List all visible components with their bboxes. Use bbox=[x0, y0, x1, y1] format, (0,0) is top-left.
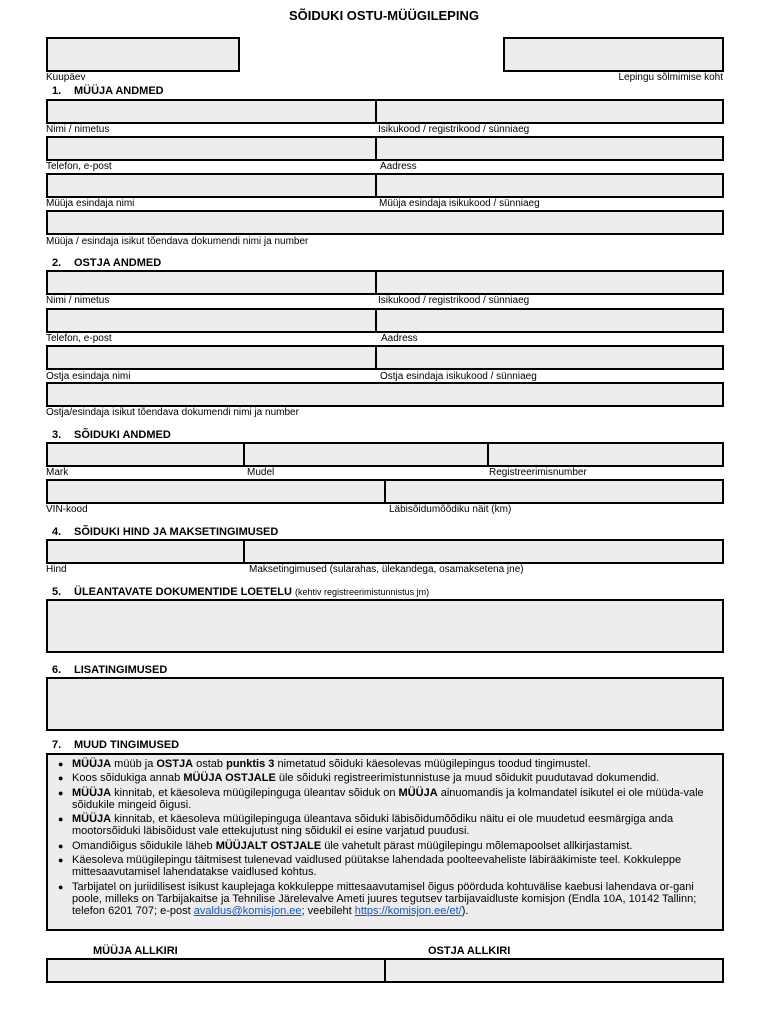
buyer-id-document-label: Ostja/esindaja isikut tõendava dokumendi nimi ja number bbox=[46, 407, 299, 418]
section-number: 3. bbox=[52, 429, 62, 441]
vehicle-model-field[interactable] bbox=[243, 442, 489, 467]
date-label: Kuupäev bbox=[46, 72, 86, 83]
payment-terms-label: Maksetingimused (sularahas, ülekandega, osamaksetena jne) bbox=[249, 564, 524, 575]
buyer-address-label: Aadress bbox=[381, 333, 418, 344]
odometer-label: Läbisõidumõõdiku näit (km) bbox=[389, 504, 512, 515]
section-number: 5. bbox=[52, 586, 62, 598]
seller-id-label: Isikukood / registrikood / sünniaeg bbox=[378, 124, 530, 135]
section-hint: (kehtiv registreerimistunnistus jm) bbox=[295, 587, 430, 597]
section-title: OSTJA ANDMED bbox=[74, 257, 162, 269]
buyer-rep-name-field[interactable] bbox=[46, 345, 377, 370]
email-link[interactable]: avaldus@komisjon.ee bbox=[193, 905, 302, 918]
section-number: 2. bbox=[52, 257, 62, 269]
seller-phone-field[interactable] bbox=[46, 136, 377, 161]
term-item: ● Koos sõidukiga annab MÜÜJA OSTJALE üle sõiduki registreerimistunnistuse ja muud sõidukit puudutavad dokumendid. bbox=[58, 772, 714, 784]
vin-label: VIN-kood bbox=[46, 504, 88, 515]
seller-phone-label: Telefon, e-post bbox=[46, 161, 112, 172]
section-2-heading bbox=[52, 257, 161, 269]
seller-rep-id-label: Müüja esindaja isikukood / sünniaeg bbox=[379, 198, 540, 209]
section-number: 7. bbox=[52, 739, 62, 751]
seller-rep-name-label: Müüja esindaja nimi bbox=[46, 198, 135, 209]
seller-address-field[interactable] bbox=[375, 136, 724, 161]
buyer-rep-id-field[interactable] bbox=[375, 345, 724, 370]
buyer-rep-id-label: Ostja esindaja isikukood / sünniaeg bbox=[380, 371, 537, 382]
seller-rep-name-field[interactable] bbox=[46, 173, 377, 198]
term-item: ● Omandiõigus sõidukile läheb MÜÜJALT OSTJALE üle vahetult pärast müügilepingu mõlemapoolset allkirjastamist. bbox=[58, 840, 714, 852]
buyer-signature-label: OSTJA ALLKIRI bbox=[428, 945, 511, 957]
section-number: 6. bbox=[52, 664, 62, 676]
buyer-name-label: Nimi / nimetus bbox=[46, 295, 110, 306]
vehicle-model-label: Mudel bbox=[247, 467, 275, 478]
buyer-phone-label: Telefon, e-post bbox=[46, 333, 112, 344]
seller-signature-label: MÜÜJA ALLKIRI bbox=[93, 945, 178, 957]
section-5-heading bbox=[52, 586, 429, 598]
additional-terms-field[interactable] bbox=[46, 677, 724, 731]
website-link[interactable]: https://komisjon.ee/et/ bbox=[354, 905, 462, 918]
seller-id-field[interactable] bbox=[375, 99, 724, 124]
vehicle-make-label: Mark bbox=[46, 467, 69, 478]
section-1-heading bbox=[52, 85, 164, 97]
section-3-heading bbox=[52, 429, 171, 441]
seller-name-label: Nimi / nimetus bbox=[46, 124, 110, 135]
vehicle-reg-label: Registreerimisnumber bbox=[489, 467, 587, 478]
section-title: MÜÜJA ANDMED bbox=[74, 85, 164, 97]
seller-name-field[interactable] bbox=[46, 99, 377, 124]
seller-rep-id-field[interactable] bbox=[375, 173, 724, 198]
vehicle-make-field[interactable] bbox=[46, 442, 245, 467]
term-item: ● MÜÜJA kinnitab, et käesoleva müügilepinguga üleantav sõiduk on MÜÜJA ainuomandis ja kolmandatel isikutel ei ole müüda-vale sõidukile mingeid õigusi. bbox=[58, 787, 714, 812]
section-number: 1. bbox=[52, 85, 62, 97]
odometer-field[interactable] bbox=[384, 479, 724, 504]
term-item: ● MÜÜJA müüb ja OSTJA ostab punktis 3 nimetatud sõiduki käesolevas müügilepingus toodud tingimustel. bbox=[58, 758, 714, 770]
section-title: MUUD TINGIMUSED bbox=[74, 739, 180, 751]
term-item: ● Käesoleva müügilepingu täitmisest tulenevad vaidlused püütakse lahendada poolteevaheliste läbirääkimiste teel. Kokkuleppe mittesaavutamisel lahendatakse vaidlused kohtus. bbox=[58, 854, 714, 879]
contract-place-label: Lepingu sõlmimise koht bbox=[618, 72, 723, 83]
price-label: Hind bbox=[46, 564, 67, 575]
buyer-address-field[interactable] bbox=[375, 308, 724, 333]
other-terms-box bbox=[46, 753, 724, 931]
document-title: SÕIDUKI OSTU-MÜÜGILEPING bbox=[289, 8, 479, 23]
payment-terms-field[interactable] bbox=[243, 539, 724, 564]
price-field[interactable] bbox=[46, 539, 245, 564]
section-title: ÜLEANTAVATE DOKUMENTIDE LOETELU bbox=[74, 586, 292, 598]
section-number: 4. bbox=[52, 526, 62, 538]
contract-place-field[interactable] bbox=[503, 37, 724, 72]
section-4-heading bbox=[52, 526, 278, 538]
seller-address-label: Aadress bbox=[380, 161, 417, 172]
vehicle-reg-field[interactable] bbox=[487, 442, 724, 467]
buyer-id-field[interactable] bbox=[375, 270, 724, 295]
buyer-name-field[interactable] bbox=[46, 270, 377, 295]
vin-field[interactable] bbox=[46, 479, 386, 504]
seller-id-document-label: Müüja / esindaja isikut tõendava dokumendi nimi ja number bbox=[46, 236, 309, 247]
buyer-id-document-field[interactable] bbox=[46, 382, 724, 407]
seller-id-document-field[interactable] bbox=[46, 210, 724, 235]
seller-signature-field[interactable] bbox=[46, 958, 386, 983]
term-item: ● MÜÜJA kinnitab, et käesoleva müügilepinguga üleantava sõiduki läbisõidumõõdiku näitu ei ole muudetud eesmärgiga anda mootorsõiduki läbisõidust vale ettekujutust ning sõidukil ei esine varjatud puudusi. bbox=[58, 813, 714, 838]
buyer-id-label: Isikukood / registrikood / sünniaeg bbox=[378, 295, 530, 306]
section-title: SÕIDUKI ANDMED bbox=[74, 429, 171, 441]
section-title: LISATINGIMUSED bbox=[74, 664, 168, 676]
buyer-signature-field[interactable] bbox=[384, 958, 724, 983]
buyer-rep-name-label: Ostja esindaja nimi bbox=[46, 371, 131, 382]
section-title: SÕIDUKI HIND JA MAKSETINGIMUSED bbox=[74, 526, 279, 538]
date-field[interactable] bbox=[46, 37, 240, 72]
term-item: ● Tarbijatel on juriidilisest isikust kauplejaga kokkuleppe mittesaavutamisel õigus pöörduda kohtuvälise kaebusi lahendava or-gani poole, milleks on Tarbijakaitse ja Tehnilise Järelevalve Ameti juures tegutsev tarbijavaidluste komisjon (Endla 10A, 10142 Tallinn; telefon 6201 707; e-post avaldus@komisjon.ee; veebileht https://komisjon.ee/et/). bbox=[58, 881, 714, 918]
documents-list-field[interactable] bbox=[46, 599, 724, 653]
buyer-phone-field[interactable] bbox=[46, 308, 377, 333]
section-6-heading bbox=[52, 664, 167, 676]
section-7-heading bbox=[52, 739, 179, 751]
